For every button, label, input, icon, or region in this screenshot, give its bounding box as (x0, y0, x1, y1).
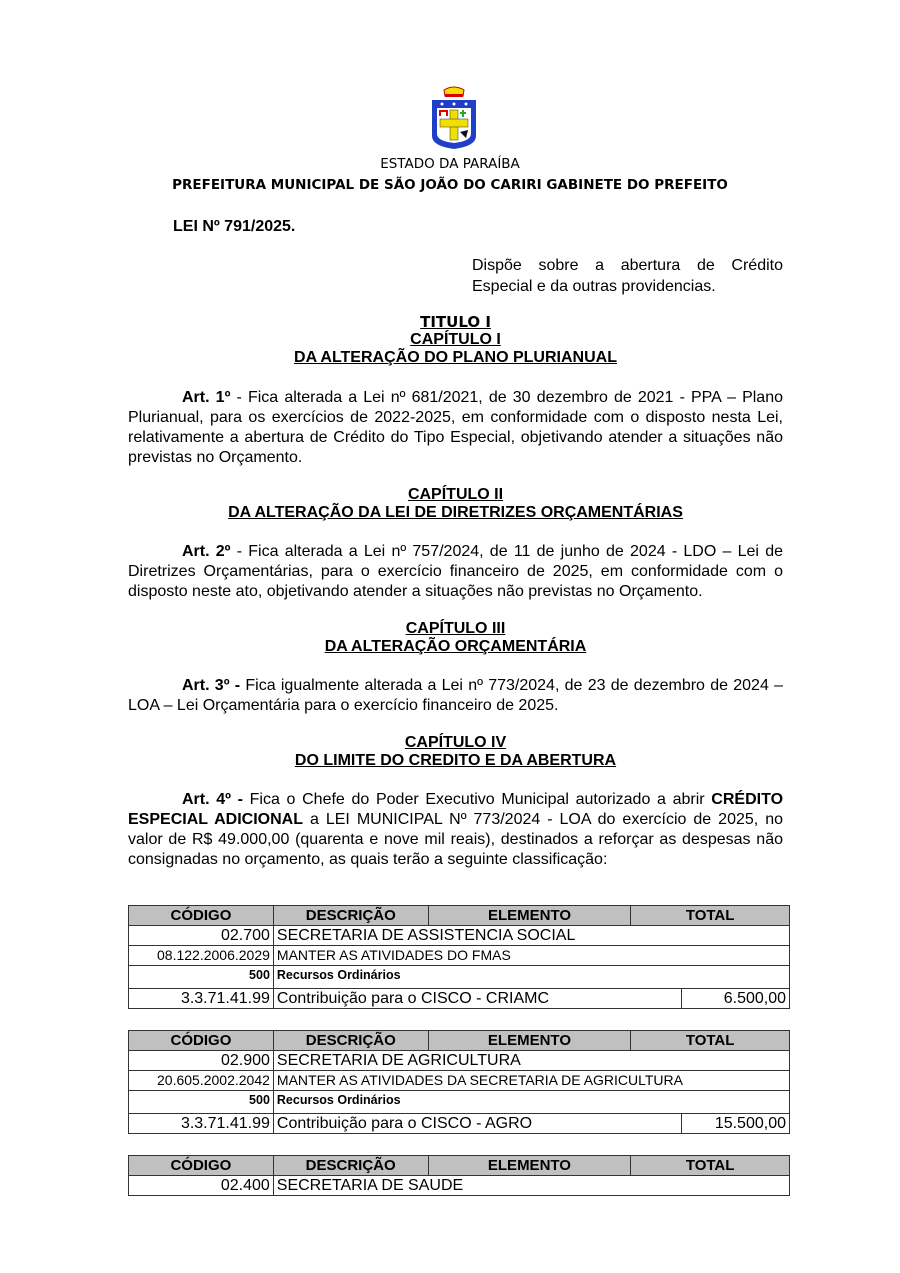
org-name: SECRETARIA DE AGRICULTURA (273, 1051, 789, 1071)
article-text: - Fica alterada a Lei nº 757/2024, de 11 de junho de 2024 - LDO – Lei de Diretrizes Orçamentárias, para o exercício financeiro de 2025, em conformidade com o disposto neste ato, objetivando atender a situações não previstas no Orçamento. (128, 543, 783, 600)
element-total: 15.500,00 (682, 1114, 790, 1134)
col-descricao: DESCRIÇÃO (273, 906, 428, 926)
chapter-3-heading (128, 620, 783, 656)
table-row (129, 946, 790, 966)
org-name: SECRETARIA DE SAUDE (273, 1176, 789, 1196)
col-descricao: DESCRIÇÃO (273, 1031, 428, 1051)
col-total: TOTAL (631, 906, 790, 926)
element-total: 6.500,00 (682, 989, 790, 1009)
col-descricao: DESCRIÇÃO (273, 1156, 428, 1176)
article-text: Fica o Chefe do Poder Executivo Municipal autorizado a abrir (242, 791, 712, 808)
article-2 (128, 542, 783, 602)
table-row (129, 926, 790, 946)
office-header: PREFEITURA MUNICIPAL DE SÃO JOÃO DO CARIRI GABINETE DO PREFEITO (172, 177, 728, 193)
article-text: - Fica alterada a Lei nº 681/2021, de 30 dezembro de 2021 - PPA – Plano Plurianual, para os exercícios de 2022-2025, em conformidade com o disposto nesta Lei, relativamente a abertura de Crédito do Tipo Especial, objetivando atender a situações não previstas no Orçamento. (128, 389, 783, 466)
source-code: 500 (129, 966, 274, 989)
col-codigo: CÓDIGO (129, 1031, 274, 1051)
table-header-row (129, 1156, 790, 1176)
org-code: 02.400 (129, 1176, 274, 1196)
chapter-label: CAPÍTULO IV (404, 734, 507, 751)
source-name: Recursos Ordinários (273, 1091, 789, 1114)
article-text: a LEI MUNICIPAL Nº 773/2024 - LOA do exercício de 2025, no valor de R$ 49.000,00 (quarenta e nove mil reais), destinados a reforçar as despesas não consignadas no orçamento, as quais terão a seguinte classificação: (128, 811, 783, 868)
law-summary: Dispõe sobre a abertura de Crédito Especial e da outras providencias. (472, 257, 783, 295)
table-row (129, 1176, 790, 1196)
law-number: LEI Nº 791/2025. (173, 218, 296, 235)
article-head: Art. 2º (182, 543, 231, 560)
table-row (129, 1051, 790, 1071)
table-header-row (129, 906, 790, 926)
article-bold-text: CRÉDITO ESPECIAL ADICIONAL (128, 791, 784, 828)
chapter-title: DO LIMITE DO CREDITO E DA ABERTURA (294, 752, 617, 769)
element-name: Contribuição para o CISCO - CRIAMC (273, 989, 681, 1009)
source-name: Recursos Ordinários (273, 966, 789, 989)
chapter-label: CAPÍTULO II (407, 486, 504, 503)
chapter-title: DA ALTERAÇÃO ORÇAMENTÁRIA (324, 638, 587, 655)
col-total: TOTAL (631, 1156, 790, 1176)
action-code: 08.122.2006.2029 (129, 946, 274, 966)
article-3 (128, 676, 783, 716)
section-titles-1 (128, 313, 783, 367)
element-name: Contribuição para o CISCO - AGRO (273, 1114, 681, 1134)
col-elemento: ELEMENTO (428, 1156, 631, 1176)
article-text: Fica igualmente alterada a Lei nº 773/2024, de 23 de dezembro de 2024 – LOA – Lei Orçamentária para o exercício financeiro de 2025. (128, 677, 784, 714)
state-header: ESTADO DA PARAÍBA (380, 156, 520, 172)
budget-table-agriculture (128, 1030, 790, 1134)
article-4 (128, 790, 783, 870)
chapter-title: DA ALTERAÇÃO DA LEI DE DIRETRIZES ORÇAMENTÁRIAS (228, 504, 683, 521)
budget-table-health (128, 1155, 790, 1196)
col-elemento: ELEMENTO (428, 1031, 631, 1051)
table-header-row (129, 1031, 790, 1051)
table-row (129, 1091, 790, 1114)
chapter-label: CAPÍTULO I (410, 331, 501, 348)
article-head: Art. 4º - (182, 791, 243, 808)
element-code: 3.3.71.41.99 (129, 1114, 274, 1134)
col-total: TOTAL (631, 1031, 790, 1051)
org-code: 02.700 (129, 926, 274, 946)
chapter-2-heading (128, 486, 783, 522)
action-name: MANTER AS ATIVIDADES DA SECRETARIA DE AGRICULTURA (273, 1071, 789, 1091)
action-name: MANTER AS ATIVIDADES DO FMAS (273, 946, 789, 966)
element-code: 3.3.71.41.99 (129, 989, 274, 1009)
article-1 (128, 388, 783, 468)
article-head: Art. 1º (182, 389, 231, 406)
table-row (129, 1114, 790, 1134)
municipal-crest-icon (430, 86, 478, 150)
article-head: Art. 3º - (182, 677, 241, 694)
table-row (129, 989, 790, 1009)
table-row (129, 1071, 790, 1091)
org-name: SECRETARIA DE ASSISTENCIA SOCIAL (273, 926, 789, 946)
table-row (129, 966, 790, 989)
source-code: 500 (129, 1091, 274, 1114)
action-code: 20.605.2002.2042 (129, 1071, 274, 1091)
org-code: 02.900 (129, 1051, 274, 1071)
title-heading: TITULO I (420, 313, 491, 331)
chapter-title: DA ALTERAÇÃO DO PLANO PLURIANUAL (294, 349, 617, 366)
col-elemento: ELEMENTO (428, 906, 631, 926)
col-codigo: CÓDIGO (129, 906, 274, 926)
budget-table-social (128, 905, 790, 1009)
chapter-4-heading (128, 734, 783, 770)
chapter-label: CAPÍTULO III (405, 620, 506, 637)
col-codigo: CÓDIGO (129, 1156, 274, 1176)
